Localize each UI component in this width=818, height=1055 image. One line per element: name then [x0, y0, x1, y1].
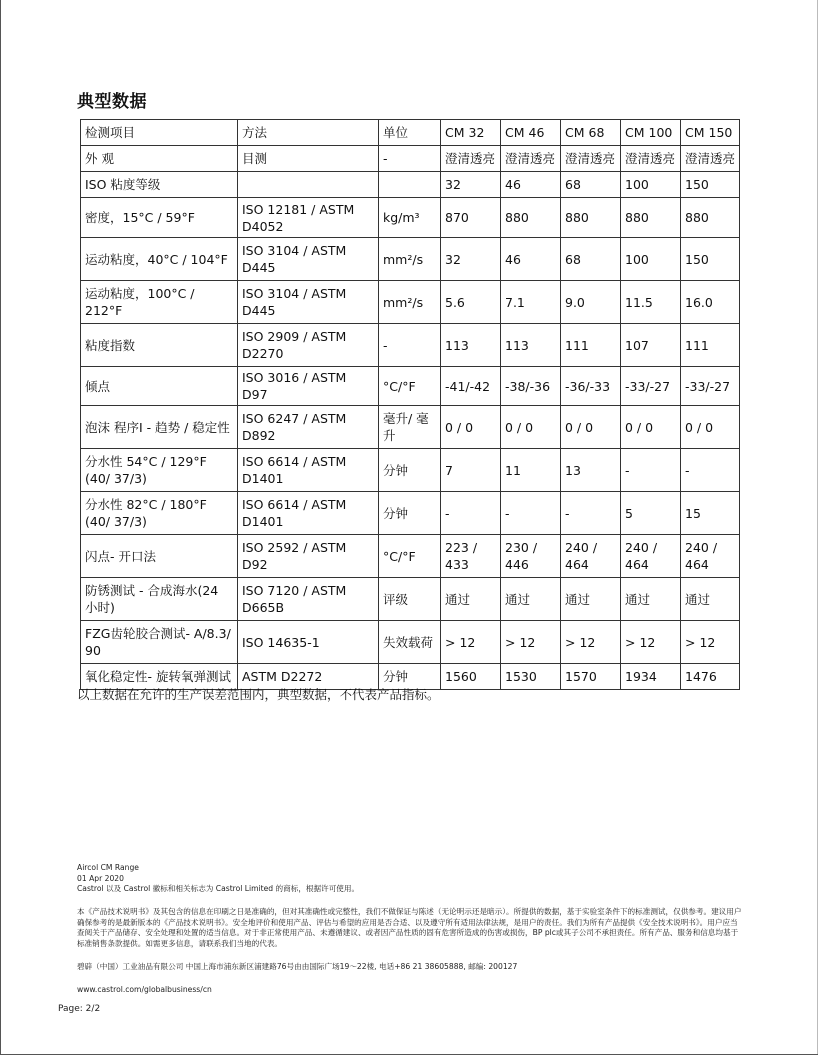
cell-cm46: 通过	[501, 578, 561, 621]
cell-unit: 毫升/ 毫升	[379, 406, 441, 449]
cell-cm68: 9.0	[561, 281, 621, 324]
cell-cm68: 68	[561, 238, 621, 281]
cell-cm46: 澄清透亮	[501, 146, 561, 172]
cell-cm100: 11.5	[621, 281, 681, 324]
cell-cm32: 32	[441, 238, 501, 281]
cell-method: ISO 7120 / ASTM D665B	[238, 578, 379, 621]
table-row	[81, 367, 740, 406]
table-row	[81, 198, 740, 238]
cell-cm100: > 12	[621, 621, 681, 664]
cell-cm46: > 12	[501, 621, 561, 664]
cell-cm100: -	[621, 449, 681, 492]
cell-property: 泡沫 程序I - 趋势 / 稳定性	[81, 406, 238, 449]
cell-cm46: -	[501, 492, 561, 535]
typical-data-table	[80, 119, 740, 690]
cell-unit: 分钟	[379, 449, 441, 492]
cell-cm150: 880	[681, 198, 740, 238]
page-number: Page: 2/2	[58, 1004, 101, 1014]
footer-product-name: Aircol CM Range	[77, 863, 139, 872]
cell-cm68: 13	[561, 449, 621, 492]
cell-property: 闪点- 开口法	[81, 535, 238, 578]
cell-cm32: 7	[441, 449, 501, 492]
cell-unit: 分钟	[379, 664, 441, 690]
table-row	[81, 449, 740, 492]
cell-cm150: 通过	[681, 578, 740, 621]
cell-cm68: 澄清透亮	[561, 146, 621, 172]
cell-cm68: 240 / 464	[561, 535, 621, 578]
footer-product-block	[77, 863, 745, 895]
cell-method: ISO 6614 / ASTM D1401	[238, 449, 379, 492]
header-cell-unit: 单位	[379, 120, 441, 146]
cell-cm32: 113	[441, 324, 501, 367]
cell-unit: °C/°F	[379, 367, 441, 406]
cell-cm100: 107	[621, 324, 681, 367]
cell-unit: 评级	[379, 578, 441, 621]
table-row	[81, 172, 740, 198]
cell-property: FZG齿轮胶合测试- A/8.3/ 90	[81, 621, 238, 664]
cell-cm100: -33/-27	[621, 367, 681, 406]
section-heading: 典型数据	[77, 92, 147, 112]
cell-cm100: 240 / 464	[621, 535, 681, 578]
cell-cm46: 230 / 446	[501, 535, 561, 578]
cell-cm100: 澄清透亮	[621, 146, 681, 172]
cell-cm32: 澄清透亮	[441, 146, 501, 172]
header-cell-cm46: CM 46	[501, 120, 561, 146]
cell-cm68: > 12	[561, 621, 621, 664]
cell-method: ISO 2909 / ASTM D2270	[238, 324, 379, 367]
cell-method: 目测	[238, 146, 379, 172]
cell-unit: 分钟	[379, 492, 441, 535]
cell-cm68: 68	[561, 172, 621, 198]
cell-cm46: 11	[501, 449, 561, 492]
header-cell-cm100: CM 100	[621, 120, 681, 146]
cell-property: 运动粘度，40°C / 104°F	[81, 238, 238, 281]
cell-cm150: > 12	[681, 621, 740, 664]
cell-cm150: 240 / 464	[681, 535, 740, 578]
cell-unit: -	[379, 324, 441, 367]
cell-property: 粘度指数	[81, 324, 238, 367]
cell-cm100: 100	[621, 238, 681, 281]
cell-cm32: 0 / 0	[441, 406, 501, 449]
cell-cm68: -36/-33	[561, 367, 621, 406]
cell-cm32: > 12	[441, 621, 501, 664]
cell-cm100: 5	[621, 492, 681, 535]
cell-cm100: 100	[621, 172, 681, 198]
cell-cm32: -	[441, 492, 501, 535]
cell-cm46: 0 / 0	[501, 406, 561, 449]
cell-cm100: 通过	[621, 578, 681, 621]
cell-property: 防锈测试 - 合成海水(24 小时)	[81, 578, 238, 621]
table-row	[81, 621, 740, 664]
cell-cm100: 880	[621, 198, 681, 238]
footer-website[interactable]: www.castrol.com/globalbusiness/cn	[77, 985, 212, 994]
cell-method: ISO 3016 / ASTM D97	[238, 367, 379, 406]
cell-property: 倾点	[81, 367, 238, 406]
cell-unit: -	[379, 146, 441, 172]
table-row	[81, 238, 740, 281]
cell-cm46: -38/-36	[501, 367, 561, 406]
cell-cm100: 0 / 0	[621, 406, 681, 449]
cell-cm150: 0 / 0	[681, 406, 740, 449]
cell-cm46: 46	[501, 172, 561, 198]
table-row	[81, 146, 740, 172]
footer-trademark: Castrol 以及 Castrol 徽标和相关标志为 Castrol Limited 的商标，根据许可使用。	[77, 884, 360, 893]
cell-cm150: 16.0	[681, 281, 740, 324]
cell-cm32: 5.6	[441, 281, 501, 324]
cell-cm150: -	[681, 449, 740, 492]
cell-cm32: 870	[441, 198, 501, 238]
footer-address: 碧辟（中国）工业油品有限公司 中国上海市浦东新区浦建路76号由由国际广场19～22楼, 电话+86 21 38605888, 邮编: 200127	[77, 962, 518, 971]
cell-property: 密度，15°C / 59°F	[81, 198, 238, 238]
cell-cm150: 1476	[681, 664, 740, 690]
header-cell-cm150: CM 150	[681, 120, 740, 146]
cell-cm46: 880	[501, 198, 561, 238]
cell-unit: °C/°F	[379, 535, 441, 578]
table-note: 以上数据在允许的生产误差范围内，典型数据，不代表产品指标。	[77, 687, 440, 702]
table-row	[81, 578, 740, 621]
cell-method	[238, 172, 379, 198]
cell-cm68: 1570	[561, 664, 621, 690]
cell-cm68: -	[561, 492, 621, 535]
cell-method: ISO 6247 / ASTM D892	[238, 406, 379, 449]
cell-cm46: 1530	[501, 664, 561, 690]
cell-cm68: 0 / 0	[561, 406, 621, 449]
cell-cm100: 1934	[621, 664, 681, 690]
cell-method: ISO 3104 / ASTM D445	[238, 238, 379, 281]
cell-cm68: 111	[561, 324, 621, 367]
cell-cm68: 880	[561, 198, 621, 238]
cell-method: ASTM D2272	[238, 664, 379, 690]
table-header-row	[81, 120, 740, 146]
cell-method: ISO 14635-1	[238, 621, 379, 664]
cell-cm150: 150	[681, 172, 740, 198]
footer-date: 01 Apr 2020	[77, 873, 124, 883]
cell-cm150: -33/-27	[681, 367, 740, 406]
table-row	[81, 492, 740, 535]
cell-unit: 失效载荷	[379, 621, 441, 664]
cell-cm150: 澄清透亮	[681, 146, 740, 172]
cell-cm32: 32	[441, 172, 501, 198]
cell-cm150: 111	[681, 324, 740, 367]
cell-cm32: 通过	[441, 578, 501, 621]
cell-property: 分水性 54°C / 129°F (40/ 37/3)	[81, 449, 238, 492]
cell-cm32: 223 / 433	[441, 535, 501, 578]
cell-cm68: 通过	[561, 578, 621, 621]
cell-method: ISO 6614 / ASTM D1401	[238, 492, 379, 535]
cell-cm32: 1560	[441, 664, 501, 690]
cell-cm46: 113	[501, 324, 561, 367]
cell-unit	[379, 172, 441, 198]
cell-property: 氧化稳定性- 旋转氧弹测试	[81, 664, 238, 690]
cell-property: ISO 粘度等级	[81, 172, 238, 198]
cell-property: 运动粘度，100°C / 212°F	[81, 281, 238, 324]
cell-unit: kg/m³	[379, 198, 441, 238]
cell-cm150: 15	[681, 492, 740, 535]
header-cell-property: 检测项目	[81, 120, 238, 146]
cell-unit: mm²/s	[379, 238, 441, 281]
footer-disclaimer: 本《产品技术说明书》及其包含的信息在印刷之日是准确的，但对其准确性或完整性，我们不做保证与陈述（无论明示还是暗示）。所提供的数据，基于实验室条件下的标准测试，仅供参考。建议用户确保参考的是最新版本的《产品技术说明书》。安全地评价和使用产品、评估与希望的应用是否合适、以及遵守所有适用法律法规，是用户的责任。我们为所有产品提供《安全技术说明书》。用户应当查阅关于产品储存、安全处理和处置的适当信息。对于非正常使用产品、未遵循建议、或者因产品性质的固有危害所造成的伤害或损伤，BP plc或其子公司不承担责任。所有产品、服务和信息均基于标准销售条款提供。如需更多信息，请联系我们当地的代表。	[77, 907, 742, 948]
cell-property: 外 观	[81, 146, 238, 172]
cell-method: ISO 12181 / ASTM D4052	[238, 198, 379, 238]
cell-unit: mm²/s	[379, 281, 441, 324]
table-row	[81, 324, 740, 367]
cell-cm32: -41/-42	[441, 367, 501, 406]
table-row	[81, 406, 740, 449]
cell-method: ISO 3104 / ASTM D445	[238, 281, 379, 324]
table-row	[81, 281, 740, 324]
table-row	[81, 535, 740, 578]
cell-cm46: 46	[501, 238, 561, 281]
cell-property: 分水性 82°C / 180°F (40/ 37/3)	[81, 492, 238, 535]
page-left-border	[0, 0, 1, 1055]
header-cell-cm32: CM 32	[441, 120, 501, 146]
header-cell-method: 方法	[238, 120, 379, 146]
cell-cm46: 7.1	[501, 281, 561, 324]
cell-method: ISO 2592 / ASTM D92	[238, 535, 379, 578]
cell-cm150: 150	[681, 238, 740, 281]
header-cell-cm68: CM 68	[561, 120, 621, 146]
